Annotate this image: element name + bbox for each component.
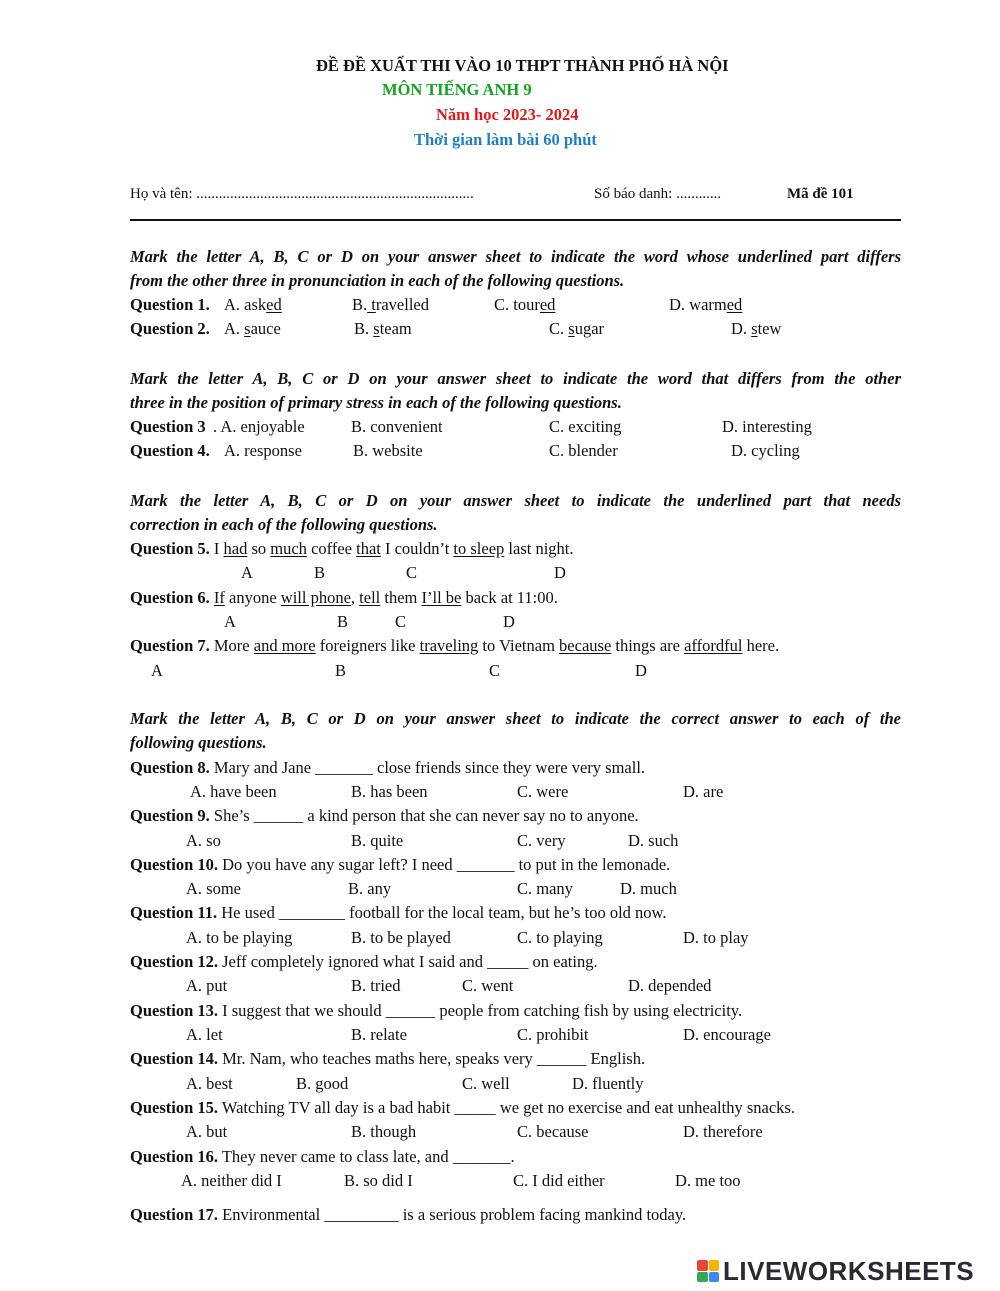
q2-option-d[interactable] (731, 319, 781, 339)
underlined-part-b[interactable]: traveling (419, 636, 479, 655)
option-text: ugar (574, 319, 605, 338)
option-text: tew (757, 319, 782, 338)
question-label: Question 3 (130, 417, 206, 436)
option-text: team (379, 319, 412, 338)
sentence-text: here. (742, 636, 780, 655)
question-label: Question 5. (130, 539, 210, 558)
sentence-text: last night. (504, 539, 574, 558)
option-text: B. (352, 295, 368, 314)
option-text: D. (731, 319, 752, 338)
question-label: Question 8. (130, 758, 210, 777)
question-text: Watching TV all day is a bad habit _____ we get no exercise and eat unhealthy snacks. (218, 1098, 795, 1117)
question-15 (130, 1098, 795, 1118)
question-17 (130, 1205, 686, 1225)
q3-option-c[interactable]: C. exciting (549, 417, 622, 436)
question-label: Question 12. (130, 952, 219, 971)
q5-letter-d: D (554, 563, 566, 582)
q4-option-b[interactable]: B. website (353, 441, 423, 460)
q11-option-c[interactable]: C. to playing (517, 928, 603, 947)
q13-option-d[interactable]: D. encourage (683, 1025, 771, 1044)
q4-option-c[interactable]: C. blender (549, 441, 618, 460)
question-text: Jeff completely ignored what I said and _____ on eating. (218, 952, 598, 971)
question-14 (130, 1049, 645, 1069)
sentence-text: More (209, 636, 254, 655)
q6-letter-b: B (337, 612, 349, 631)
question-16 (130, 1147, 515, 1167)
question-13 (130, 1001, 742, 1021)
header-divider (130, 219, 901, 221)
q13-option-c[interactable]: C. prohibit (517, 1025, 589, 1044)
q2-option-a[interactable] (224, 319, 281, 339)
q11-option-b[interactable]: B. to be played (351, 928, 451, 947)
sentence-text: back at 11:00. (461, 588, 558, 607)
question-12 (130, 952, 598, 972)
underlined-part-a[interactable]: If (213, 588, 225, 607)
q9-option-c[interactable]: C. very (517, 831, 566, 850)
q14-option-c[interactable]: C. well (462, 1074, 510, 1093)
question-label: Question 11. (130, 903, 218, 922)
question-label: Question 17. (130, 1205, 219, 1224)
q8-option-a[interactable]: A. have been (190, 782, 277, 801)
sentence-text: foreigners like (315, 636, 420, 655)
q9-option-b[interactable]: B. quite (351, 831, 404, 850)
instruction-error-correction-cont: correction in each of the following questions. (130, 515, 438, 534)
question-8 (130, 758, 645, 778)
q13-option-b[interactable]: B. relate (351, 1025, 407, 1044)
q7-letter-b: B (335, 661, 347, 680)
q5-letter-b: B (314, 563, 326, 582)
sentence-text: , (350, 588, 360, 607)
instruction-stress-cont: three in the position of primary stress in each of the following questions. (130, 393, 622, 412)
instruction-stress: Mark the letter A, B, C or D on your answer sheet to indicate the word that differs from the other (130, 369, 901, 388)
question-5 (130, 539, 574, 559)
liveworksheets-logo-icon (697, 1260, 719, 1282)
q12-option-b[interactable]: B. tried (351, 976, 401, 995)
exam-duration: Thời gian làm bài 60 phút (414, 130, 597, 149)
sentence-text: I (209, 539, 224, 558)
q6-letter-a: A (224, 612, 236, 631)
q7-letter-a: A (151, 661, 163, 680)
underlined-part-d[interactable]: affordful (684, 636, 743, 655)
underlined-part-d[interactable]: I’ll be (421, 588, 462, 607)
question-2 (130, 319, 210, 339)
q8-option-d[interactable]: D. are (683, 782, 724, 801)
underlined-part-a[interactable]: had (223, 539, 248, 558)
q5-letter-c: C (406, 563, 418, 582)
q10-option-b[interactable]: B. any (348, 879, 392, 898)
q10-option-a[interactable]: A. some (186, 879, 241, 898)
question-text: Mr. Nam, who teaches maths here, speaks very ______ English. (218, 1049, 646, 1068)
q16-option-a[interactable]: A. neither did I (181, 1171, 282, 1190)
underlined-sound: s (373, 319, 380, 338)
instruction-multiple-choice: Mark the letter A, B, C or D on your answer sheet to indicate the correct answer to each of the (130, 709, 901, 728)
sentence-text: so (247, 539, 271, 558)
q14-option-b[interactable]: B. good (296, 1074, 349, 1093)
underlined-sound: s (751, 319, 758, 338)
underlined-sound: ed (266, 295, 282, 314)
question-10 (130, 855, 670, 875)
q8-option-b[interactable]: B. has been (351, 782, 428, 801)
option-text: ravelled (375, 295, 429, 314)
q1-option-c[interactable] (494, 295, 555, 315)
instruction-pronunciation-cont: from the other three in pronunciation in each of the following questions. (130, 271, 625, 290)
question-label: Question 2. (130, 319, 210, 338)
q2-option-c[interactable] (549, 319, 604, 339)
question-label: Question 6. (130, 588, 210, 607)
instruction-pronunciation: Mark the letter A, B, C or D on your answer sheet to indicate the word whose underlined part differs (130, 247, 901, 266)
underlined-sound: t (367, 295, 376, 314)
q2-option-b[interactable] (354, 319, 412, 339)
q7-letter-c: C (489, 661, 501, 680)
q3-option-d[interactable]: D. interesting (722, 417, 812, 436)
question-1 (130, 295, 210, 315)
question-11 (130, 903, 667, 923)
underlined-part-d[interactable]: to sleep (453, 539, 505, 558)
question-text: Do you have any sugar left? I need _______ to put in the lemonade. (218, 855, 671, 874)
underlined-part-b[interactable]: will phone (280, 588, 351, 607)
q15-option-b[interactable]: B. though (351, 1122, 417, 1141)
q6-letter-d: D (503, 612, 515, 631)
question-9 (130, 806, 639, 826)
liveworksheets-logo[interactable] (697, 1256, 974, 1286)
underlined-sound: ed (539, 295, 556, 314)
q1-option-a[interactable] (224, 295, 282, 315)
q4-option-d[interactable]: D. cycling (731, 441, 800, 460)
question-label: Question 1. (130, 295, 210, 314)
sentence-text: to Vietnam (478, 636, 560, 655)
question-text: Environmental _________ is a serious problem facing mankind today. (218, 1205, 687, 1224)
question-text: She’s ______ a kind person that she can never say no to anyone. (209, 806, 639, 825)
q11-option-d[interactable]: D. to play (683, 928, 749, 947)
candidate-id-label: Số báo danh: ............ (594, 186, 722, 202)
underlined-sound: ed (726, 295, 743, 314)
question-label: Question 9. (130, 806, 210, 825)
sentence-text: I couldn’t (380, 539, 454, 558)
q5-letter-a: A (241, 563, 253, 582)
q16-option-b[interactable]: B. so did I (344, 1171, 413, 1190)
sentence-text: anyone (224, 588, 281, 607)
q14-option-a[interactable]: A. best (186, 1074, 233, 1093)
question-label: Question 10. (130, 855, 219, 874)
underlined-sound: s (244, 319, 251, 338)
q3-option-a[interactable]: . A. enjoyable (213, 417, 305, 436)
underlined-part-c[interactable]: tell (359, 588, 381, 607)
question-3 (130, 417, 206, 437)
name-field-label: Họ và tên: .......................................................................... (130, 186, 474, 202)
option-text: C. (549, 319, 569, 338)
instruction-multiple-choice-cont: following questions. (130, 733, 267, 752)
q8-option-c[interactable]: C. were (517, 782, 569, 801)
q3-option-b[interactable]: B. convenient (351, 417, 443, 436)
q9-option-d[interactable]: D. such (628, 831, 679, 850)
underlined-part-a[interactable]: and more (253, 636, 316, 655)
q12-option-c[interactable]: C. went (462, 976, 514, 995)
sentence-text: coffee (306, 539, 357, 558)
q15-option-a[interactable]: A. but (186, 1122, 228, 1141)
question-text: He used ________ football for the local team, but he’s too old now. (217, 903, 667, 922)
school-year: Năm học 2023- 2024 (436, 105, 579, 124)
exam-code: Mã đề 101 (787, 186, 854, 202)
brand-name: LIVEWORKSHEETS (723, 1255, 975, 1286)
q12-option-a[interactable]: A. put (186, 976, 228, 995)
question-text: Mary and Jane _______ close friends since they were very small. (209, 758, 646, 777)
underlined-part-c[interactable]: because (559, 636, 612, 655)
q13-option-a[interactable]: A. let (186, 1025, 223, 1044)
question-label: Question 15. (130, 1098, 219, 1117)
q11-option-a[interactable]: A. to be playing (186, 928, 293, 947)
instruction-error-correction: Mark the letter A, B, C or D on your answer sheet to indicate the underlined part that needs (130, 491, 901, 510)
underlined-part-c[interactable]: that (356, 539, 381, 558)
q6-letter-c: C (395, 612, 407, 631)
option-text: B. (354, 319, 374, 338)
exam-title: ĐỀ ĐỀ XUẤT THI VÀO 10 THPT THÀNH PHỐ HÀ NỘI (316, 56, 729, 75)
option-text: auce (250, 319, 281, 338)
q16-option-d[interactable]: D. me too (675, 1171, 741, 1190)
sentence-text: things are (611, 636, 685, 655)
q9-option-a[interactable]: A. so (186, 831, 221, 850)
q12-option-d[interactable]: D. depended (628, 976, 712, 995)
question-label: Question 7. (130, 636, 210, 655)
question-text: They never came to class late, and _______. (218, 1147, 515, 1166)
q10-option-c[interactable]: C. many (517, 879, 573, 898)
option-text: A. ask (224, 295, 267, 314)
q15-option-c[interactable]: C. because (517, 1122, 589, 1141)
sentence-text: them (380, 588, 422, 607)
question-label: Question 16. (130, 1147, 219, 1166)
question-6 (130, 588, 558, 608)
underlined-part-b[interactable]: much (270, 539, 307, 558)
question-label: Question 14. (130, 1049, 219, 1068)
q14-option-d[interactable]: D. fluently (572, 1074, 644, 1093)
q1-option-b[interactable] (352, 295, 429, 315)
question-text: I suggest that we should ______ people from catching fish by using electricity. (218, 1001, 743, 1020)
q15-option-d[interactable]: D. therefore (683, 1122, 763, 1141)
q10-option-d[interactable]: D. much (620, 879, 677, 898)
q16-option-c[interactable]: C. I did either (513, 1171, 605, 1190)
option-text: C. tour (494, 295, 540, 314)
option-text: D. warm (669, 295, 727, 314)
q7-letter-d: D (635, 661, 647, 680)
question-label: Question 13. (130, 1001, 219, 1020)
question-4 (130, 441, 210, 461)
exam-subject: MÔN TIẾNG ANH 9 (382, 80, 532, 99)
q1-option-d[interactable] (669, 295, 742, 315)
option-text: A. (224, 319, 245, 338)
question-7 (130, 636, 779, 656)
question-label: Question 4. (130, 441, 210, 460)
underlined-sound: s (568, 319, 575, 338)
q4-option-a[interactable]: A. response (224, 441, 302, 460)
